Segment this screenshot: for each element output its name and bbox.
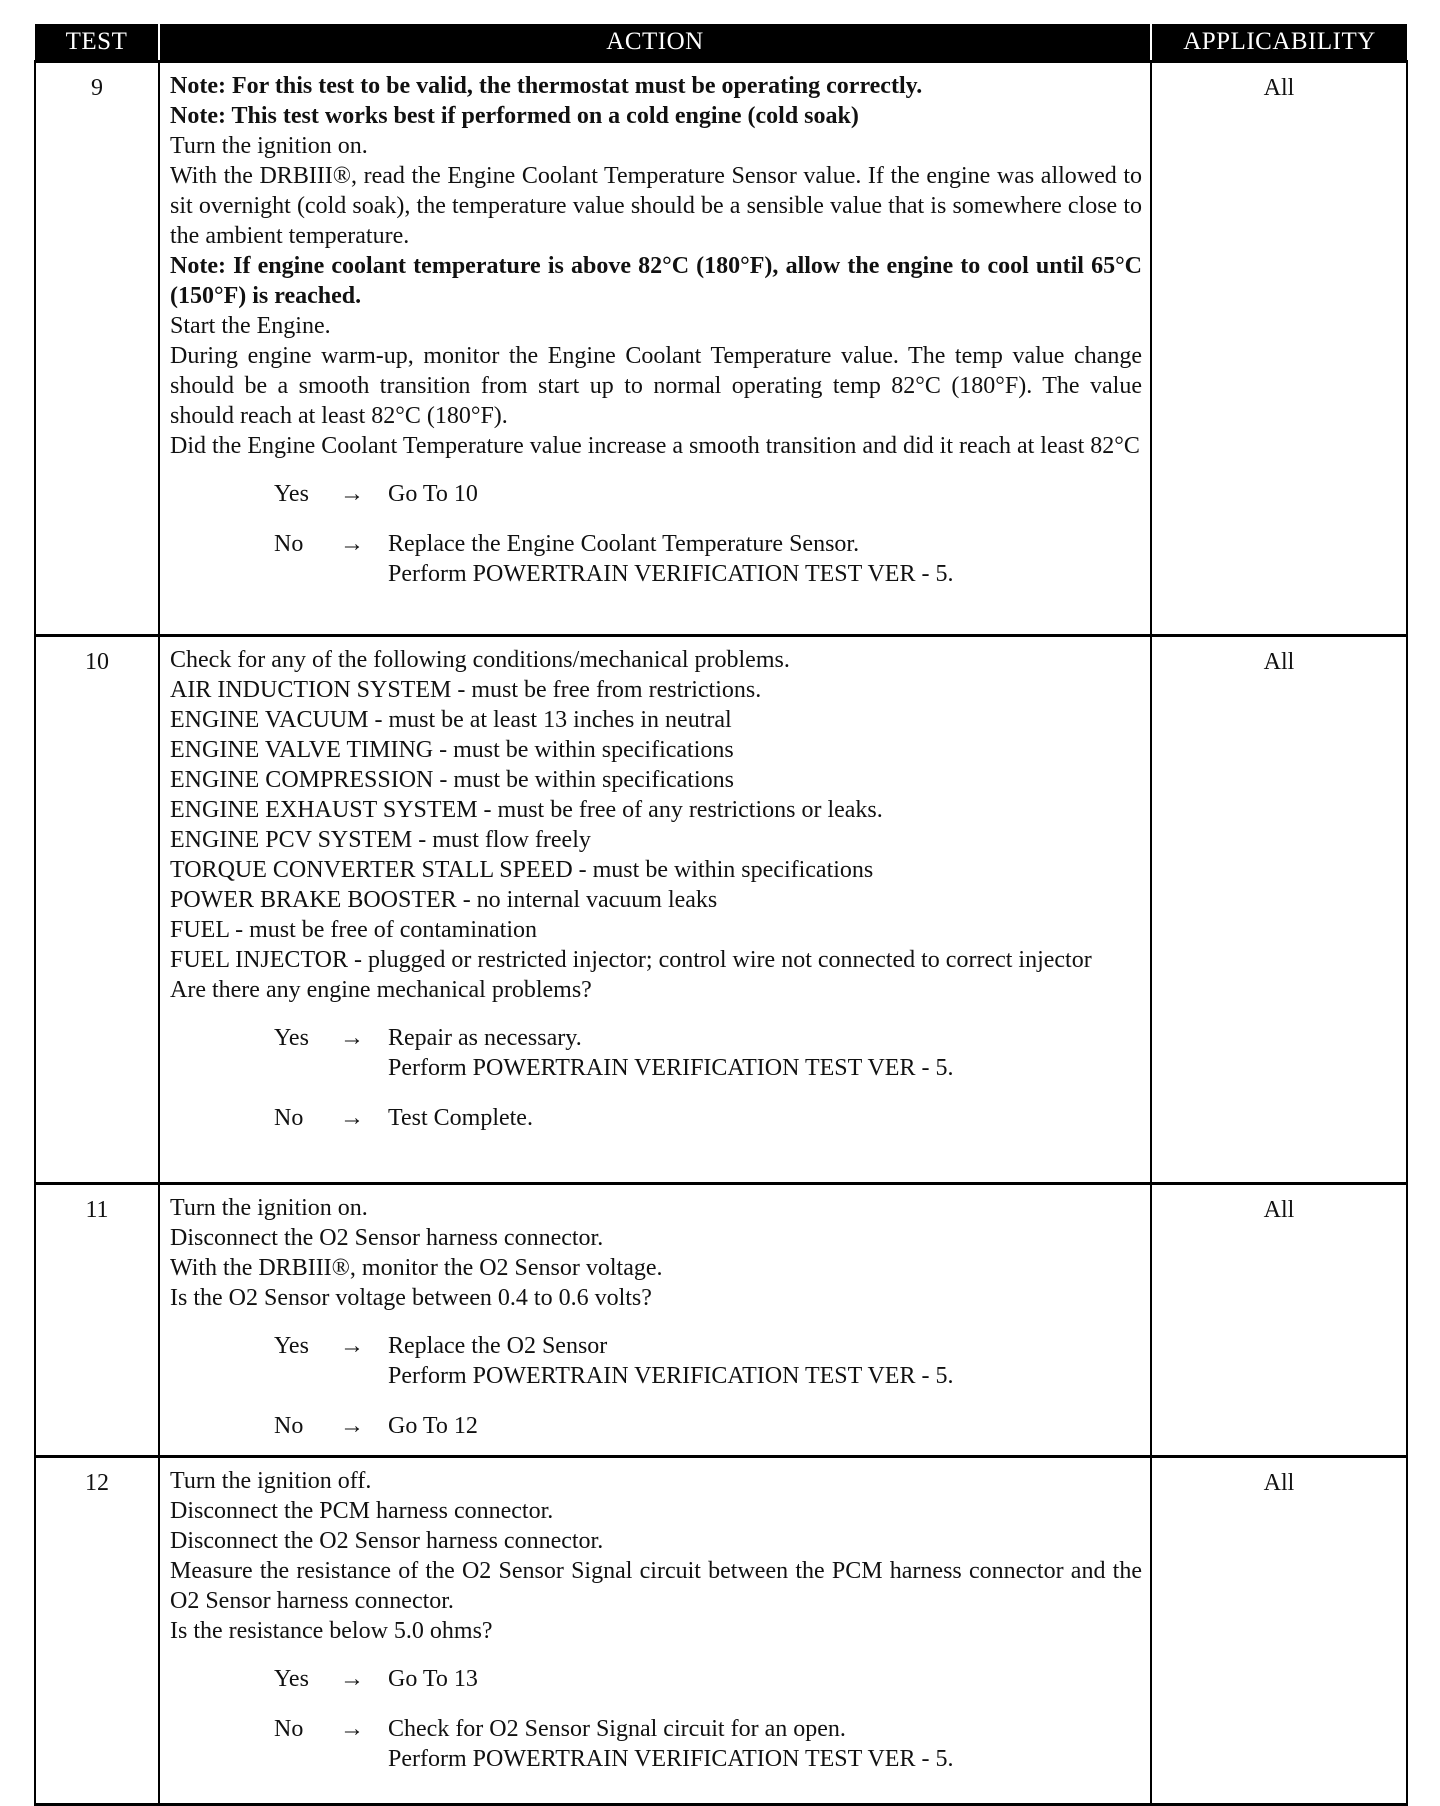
test-row-11 [35, 1184, 1407, 1457]
instruction-text: Measure the resistance of the O2 Sensor Signal circuit between the PCM harness connector and the O2 Sensor harness connector. [170, 1558, 1142, 1614]
test-number: 10 [35, 636, 159, 1184]
instruction-text: Is the resistance below 5.0 ohms? [170, 1618, 493, 1644]
diagnostic-table [34, 24, 1408, 1806]
answer-result [388, 1023, 1142, 1083]
note-text: Note: If engine coolant temperature is above 82°C (180°F), allow the engine to cool until 65°C (150°F) is reached. [170, 253, 1142, 309]
arrow-icon: → [340, 1025, 364, 1051]
answer-label: Yes [274, 481, 309, 507]
header-action: ACTION [159, 24, 1151, 62]
instruction-text: ENGINE COMPRESSION - must be within specifications [170, 767, 734, 793]
instruction-text: During engine warm-up, monitor the Engine Coolant Temperature value. The temp value change should be a smooth transition from start up to normal operating temp 82°C (180°F). The value should reach at least 82°C (180°F). [170, 343, 1142, 429]
header-test: TEST [35, 24, 159, 62]
test-number: 11 [35, 1184, 159, 1457]
instruction-text: TORQUE CONVERTER STALL SPEED - must be within specifications [170, 857, 874, 883]
applicability-cell: All [1151, 1184, 1407, 1457]
answer-no [170, 529, 1142, 589]
note-text: Note: For this test to be valid, the thermostat must be operating correctly. [170, 73, 923, 99]
test-number: 12 [35, 1457, 159, 1805]
result-line: Go To 12 [388, 1413, 478, 1439]
answer-list [170, 479, 1142, 589]
instruction-text: With the DRBIII®, read the Engine Coolant Temperature Sensor value. If the engine was allowed to sit overnight (cold soak), the temperature value should be a sensible value that is somewhere close to the ambient temperature. [170, 163, 1142, 249]
result-line: Perform POWERTRAIN VERIFICATION TEST VER - 5. [388, 1055, 954, 1081]
result-line: Replace the O2 Sensor [388, 1333, 608, 1359]
answer-no [170, 1714, 1142, 1774]
answer-label: No [274, 1413, 304, 1439]
answer-yes [170, 1023, 1142, 1083]
instruction-text: Disconnect the O2 Sensor harness connector. [170, 1225, 604, 1251]
result-line: Replace the Engine Coolant Temperature Sensor. [388, 531, 860, 557]
answer-result [388, 479, 1142, 509]
instruction-text: With the DRBIII®, monitor the O2 Sensor voltage. [170, 1255, 663, 1281]
instruction-text: Disconnect the PCM harness connector. [170, 1498, 554, 1524]
action-cell [159, 1184, 1151, 1457]
instruction-text: FUEL INJECTOR - plugged or restricted injector; control wire not connected to correct injector [170, 947, 1092, 973]
answer-no [170, 1103, 1142, 1133]
answer-result [388, 529, 1142, 589]
answer-label: Yes [274, 1333, 309, 1359]
answer-no [170, 1411, 1142, 1441]
answer-label: Yes [274, 1666, 309, 1692]
answer-label: No [274, 1716, 304, 1742]
test-row-12 [35, 1457, 1407, 1805]
answer-result [388, 1664, 1142, 1694]
instruction-text: FUEL - must be free of contamination [170, 917, 538, 943]
instruction-text: Are there any engine mechanical problems? [170, 977, 592, 1003]
note-text: Note: This test works best if performed on a cold engine (cold soak) [170, 103, 859, 129]
result-line: Perform POWERTRAIN VERIFICATION TEST VER - 5. [388, 1746, 954, 1772]
result-line: Perform POWERTRAIN VERIFICATION TEST VER - 5. [388, 1363, 954, 1389]
arrow-icon: → [340, 1105, 364, 1131]
result-line: Repair as necessary. [388, 1025, 582, 1051]
answer-list [170, 1664, 1142, 1774]
instruction-text: ENGINE EXHAUST SYSTEM - must be free of any restrictions or leaks. [170, 797, 883, 823]
result-line: Check for O2 Sensor Signal circuit for an open. [388, 1716, 846, 1742]
instruction-text: ENGINE VALVE TIMING - must be within specifications [170, 737, 734, 763]
instruction-text: Did the Engine Coolant Temperature value increase a smooth transition and did it reach at least 82°C [170, 433, 1140, 459]
result-line: Test Complete. [388, 1105, 533, 1131]
arrow-icon: → [340, 1666, 364, 1692]
instruction-text: Disconnect the O2 Sensor harness connector. [170, 1528, 604, 1554]
arrow-icon: → [340, 1413, 364, 1439]
instruction-text: Turn the ignition off. [170, 1468, 372, 1494]
action-cell [159, 62, 1151, 636]
result-line: Go To 13 [388, 1666, 478, 1692]
arrow-icon: → [340, 481, 364, 507]
action-cell [159, 636, 1151, 1184]
answer-label: No [274, 531, 304, 557]
instruction-text: Turn the ignition on. [170, 1195, 368, 1221]
instruction-text: POWER BRAKE BOOSTER - no internal vacuum leaks [170, 887, 718, 913]
result-line: Perform POWERTRAIN VERIFICATION TEST VER - 5. [388, 561, 954, 587]
answer-yes [170, 479, 1142, 509]
instruction-text: ENGINE VACUUM - must be at least 13 inches in neutral [170, 707, 732, 733]
applicability-cell: All [1151, 62, 1407, 636]
result-line: Go To 10 [388, 481, 478, 507]
instruction-text: ENGINE PCV SYSTEM - must flow freely [170, 827, 591, 853]
header-applicability: APPLICABILITY [1151, 24, 1407, 62]
arrow-icon: → [340, 531, 364, 557]
answer-yes [170, 1664, 1142, 1694]
answer-result [388, 1714, 1142, 1774]
instruction-text: Start the Engine. [170, 313, 331, 339]
diagnostic-page [34, 24, 1406, 1790]
action-cell [159, 1457, 1151, 1805]
table-header [35, 24, 1407, 62]
answer-result [388, 1411, 1142, 1441]
instruction-text: Check for any of the following conditions/mechanical problems. [170, 647, 790, 673]
applicability-cell: All [1151, 1457, 1407, 1805]
test-row-10 [35, 636, 1407, 1184]
answer-list [170, 1023, 1142, 1133]
answer-label: Yes [274, 1025, 309, 1051]
test-number: 9 [35, 62, 159, 636]
answer-result [388, 1103, 1142, 1133]
arrow-icon: → [340, 1716, 364, 1742]
instruction-text: AIR INDUCTION SYSTEM - must be free from restrictions. [170, 677, 762, 703]
instruction-text: Turn the ignition on. [170, 133, 368, 159]
answer-yes [170, 1331, 1142, 1391]
answer-label: No [274, 1105, 304, 1131]
answer-result [388, 1331, 1142, 1391]
instruction-text: Is the O2 Sensor voltage between 0.4 to 0.6 volts? [170, 1285, 652, 1311]
answer-list [170, 1331, 1142, 1441]
arrow-icon: → [340, 1333, 364, 1359]
applicability-cell: All [1151, 636, 1407, 1184]
test-row-9 [35, 62, 1407, 636]
